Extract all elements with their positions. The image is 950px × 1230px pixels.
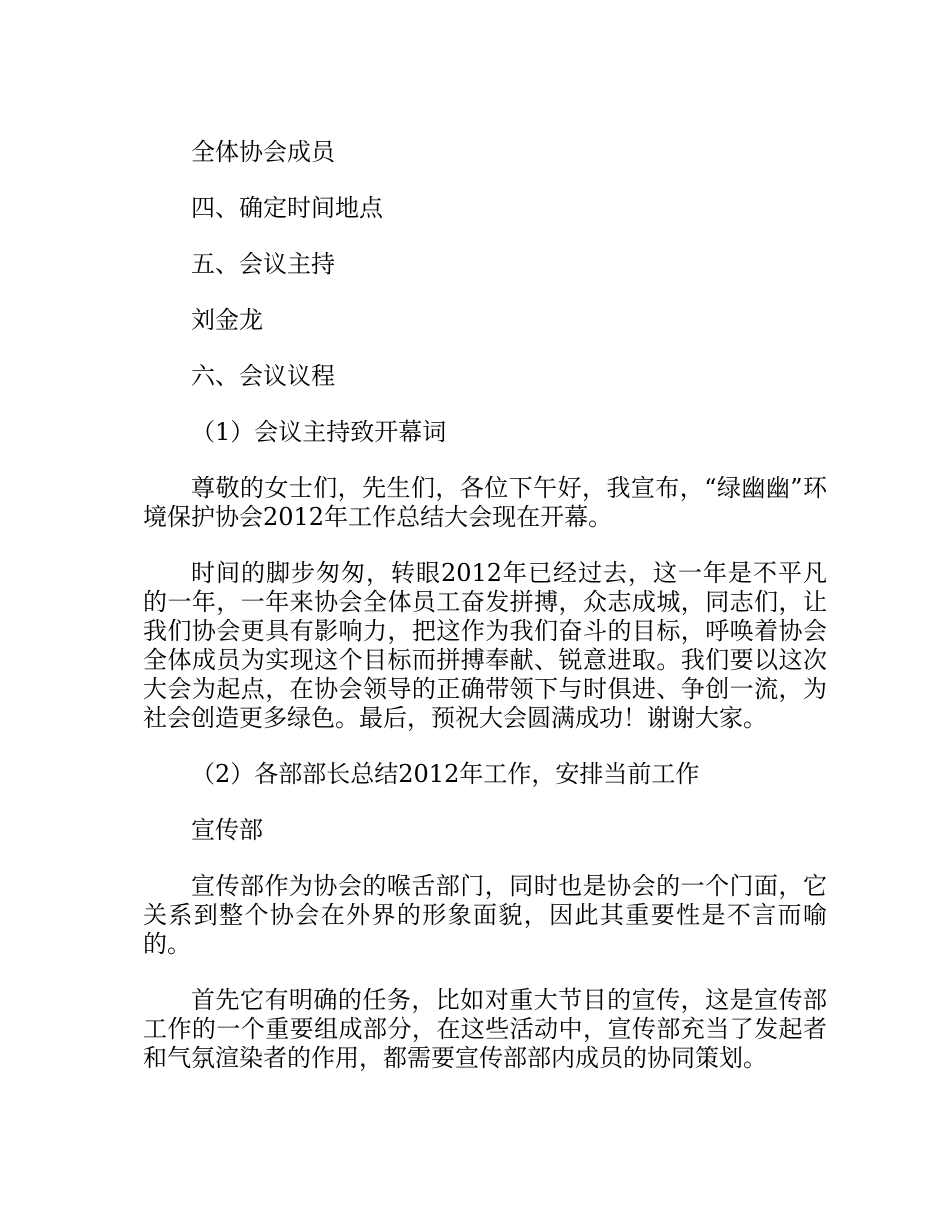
heading-publicity-department: 宣传部 [191, 816, 263, 844]
document-page [143, 138, 827, 1100]
heading-agenda: 六、会议议程 [191, 362, 335, 390]
paragraph-host-name: 刘金龙 [191, 306, 263, 334]
heading-time-location: 四、确定时间地点 [191, 194, 383, 222]
heading-meeting-host: 五、会议主持 [191, 250, 335, 278]
agenda-item-department-summary: （2）各部部长总结2012年工作，安排当前工作 [191, 760, 700, 788]
paragraph-opening-remarks: 尊敬的女士们，先生们，各位下午好，我宣布，“绿幽幽”环境保护协会2012年工作总结大会现在开幕。 [143, 474, 827, 531]
agenda-item-opening: （1）会议主持致开幕词 [191, 418, 447, 446]
paragraph-year-review: 时间的脚步匆匆，转眼2012年已经过去，这一年是不平凡的一年，一年来协会全体员工奋发拼搏，众志成城，同志们，让我们协会更具有影响力，把这作为我们奋斗的目标，呼唤着协会全体成员为实现这个目标而拼搏奉献、锐意进取。我们要以这次大会为起点，在协会领导的正确带领下与时俱进、争创一流，为社会创造更多绿色。最后，预祝大会圆满成功！谢谢大家。 [143, 559, 827, 732]
paragraph-attendees: 全体协会成员 [191, 138, 335, 166]
paragraph-publicity-tasks: 首先它有明确的任务，比如对重大节目的宣传，这是宣传部工作的一个重要组成部分，在这些活动中，宣传部充当了发起者和气氛渲染者的作用，都需要宣传部部内成员的协同策划。 [143, 986, 827, 1072]
paragraph-publicity-role: 宣传部作为协会的喉舌部门，同时也是协会的一个门面，它关系到整个协会在外界的形象面貌，因此其重要性是不言而喻的。 [143, 872, 827, 958]
